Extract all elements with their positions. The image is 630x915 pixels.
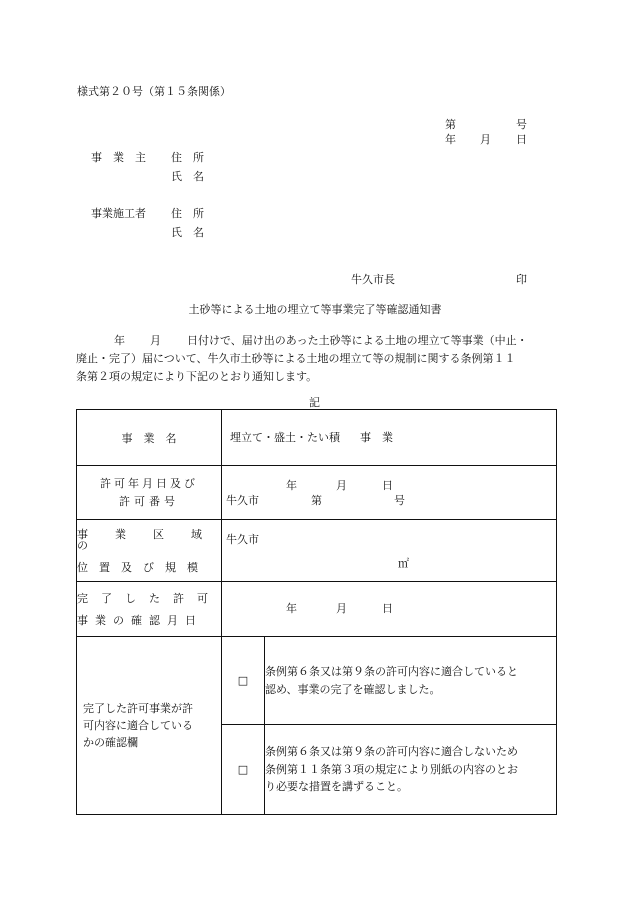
option-2-checkbox[interactable]: □	[222, 725, 265, 815]
completion-year: 年	[286, 602, 297, 615]
row-business-name	[77, 410, 557, 466]
body-line-1: 日付けで、届け出のあった土砂等による土地の埋立て等事業（中止・	[187, 334, 528, 347]
business-name-value-cell	[222, 410, 557, 466]
business-area-city: 牛久市	[226, 533, 259, 546]
confirmation-label	[83, 700, 215, 751]
completion-date-label-2-text: 事業の確認月日	[77, 613, 203, 627]
row-business-area	[77, 520, 557, 582]
completion-date-label-1	[77, 593, 221, 604]
business-name-label-cell	[77, 410, 222, 466]
business-area-label-2	[77, 562, 221, 573]
permit-day: 日	[382, 479, 393, 492]
option-1-text	[265, 637, 557, 725]
row-permit-date	[77, 466, 557, 520]
body-line-3: 条第２項の規定により下記のとおり通知します。	[76, 370, 318, 383]
row-completion-date	[77, 582, 557, 637]
option-2-line-2: 条例第１１条第３項の規定により別紙の内容のとお	[265, 762, 518, 776]
area-unit: ㎡	[398, 557, 409, 570]
completion-day: 日	[382, 602, 393, 615]
business-area-label-1	[77, 527, 229, 552]
business-area-label-2-text: 位置及び規模	[77, 560, 209, 574]
business-name-suffix: 事 業	[360, 431, 393, 444]
confirmation-label-line-3: かの確認欄	[83, 736, 138, 750]
body-month: 月	[150, 334, 161, 347]
form-number: 様式第２０号（第１５条関係）	[77, 85, 231, 98]
contractor-label: 事業施工者	[91, 207, 146, 220]
row-confirmation-option-1	[77, 637, 557, 725]
confirmation-label-line-1: 完了した許可事業が許	[83, 701, 193, 715]
option-2-line-1: 条例第６条又は第９条の許可内容に適合しないため	[265, 745, 518, 759]
confirmation-label-line-2: 可内容に適合している	[83, 718, 193, 732]
option-1-line-2: 認め、事業の完了を確認しました。	[265, 682, 441, 696]
contractor-address-label: 住 所	[171, 207, 204, 220]
date-day: 日	[516, 133, 527, 146]
completion-date-label-cell	[77, 582, 222, 637]
date-year: 年	[445, 133, 456, 146]
body-line-2: 廃止・完了）届について、牛久市土砂等による土地の埋立て等の規制に関する条例第１１	[76, 352, 516, 365]
option-1-line-1: 条例第６条又は第９条の許可内容に適合していると	[265, 664, 518, 678]
seal-mark: 印	[516, 273, 527, 286]
completion-date-label-1-text: 完了した許可	[77, 591, 221, 605]
permit-month: 月	[336, 479, 347, 492]
business-area-label-1-text: 事業区域の	[77, 527, 229, 552]
contractor-name-label: 氏 名	[171, 226, 204, 239]
permit-date-value-cell	[222, 466, 557, 520]
business-name-label: 事 業 名	[121, 431, 177, 445]
business-owner-address-label: 住 所	[171, 151, 204, 164]
business-area-label-cell	[77, 520, 229, 582]
option-2-line-3: り必要な措置を講ずること。	[265, 780, 408, 794]
business-name-value: 埋立て・盛土・たい積	[230, 431, 340, 444]
ki-heading: 記	[309, 396, 320, 409]
mayor-title: 牛久市長	[351, 273, 395, 286]
permit-year: 年	[286, 479, 297, 492]
permit-dai: 第	[311, 494, 322, 507]
completion-date-value-cell	[222, 582, 557, 637]
date-month: 月	[480, 133, 491, 146]
option-1-checkbox[interactable]: □	[222, 637, 265, 725]
document-title: 土砂等による土地の埋立て等事業完了等確認通知書	[188, 303, 442, 316]
doc-number-dai: 第	[445, 118, 456, 131]
business-owner-label: 事 業 主	[91, 151, 146, 164]
permit-date-label-cell	[77, 466, 222, 520]
permit-go: 号	[394, 494, 405, 507]
body-year: 年	[114, 334, 125, 347]
confirmation-label-cell	[77, 637, 222, 815]
permit-date-label-2: 許可番号	[119, 494, 179, 508]
doc-number-go: 号	[516, 118, 527, 131]
completion-month: 月	[336, 602, 347, 615]
option-2-text	[265, 725, 557, 815]
permit-city: 牛久市	[226, 494, 259, 507]
business-owner-name-label: 氏 名	[171, 170, 204, 183]
confirmation-table	[76, 409, 557, 815]
completion-date-label-2	[77, 615, 221, 626]
business-area-value-cell	[222, 520, 557, 582]
permit-date-label-1: 許可年月日及び	[100, 477, 198, 491]
